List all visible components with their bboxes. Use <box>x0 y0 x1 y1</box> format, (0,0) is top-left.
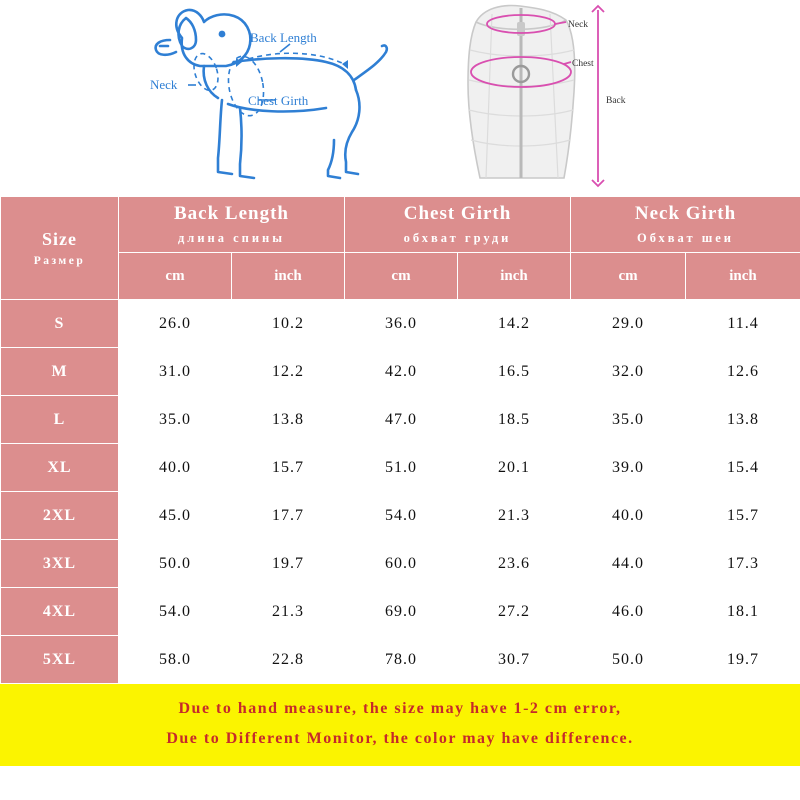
unit-neck-girth-cm: cm <box>571 253 686 300</box>
coat-label-neck: Neck <box>568 20 589 30</box>
cell-neck-girth-cm: 39.0 <box>571 444 686 492</box>
header-neck-girth-main: Neck Girth <box>634 203 737 224</box>
row-size-label: M <box>1 348 119 396</box>
cell-neck-girth-cm: 32.0 <box>571 348 686 396</box>
cell-chest-girth-inch: 20.1 <box>458 444 571 492</box>
cell-chest-girth-cm: 54.0 <box>345 492 458 540</box>
table-row <box>1 348 800 396</box>
disclaimer-line-2: Due to Different Monitor, the color may have difference. <box>166 730 634 747</box>
row-size-label: 4XL <box>1 588 119 636</box>
coat-label-chest: Chest <box>572 59 594 69</box>
unit-chest-girth-cm: cm <box>345 253 458 300</box>
row-size-label: L <box>1 396 119 444</box>
disclaimer-line-1: Due to hand measure, the size may have 1-2 cm error, <box>178 700 622 717</box>
header-neck-girth-sub: Обхват шеи <box>637 231 735 245</box>
unit-chest-girth-inch: inch <box>458 253 571 300</box>
cell-chest-girth-inch: 21.3 <box>458 492 571 540</box>
cell-back-length-cm: 40.0 <box>119 444 232 492</box>
header-chest-girth-main: Chest Girth <box>403 203 512 224</box>
row-size-label: XL <box>1 444 119 492</box>
cell-back-length-inch: 21.3 <box>232 588 345 636</box>
cell-back-length-cm: 50.0 <box>119 540 232 588</box>
size-table <box>0 196 800 684</box>
cell-neck-girth-cm: 40.0 <box>571 492 686 540</box>
table-row <box>1 444 800 492</box>
cell-back-length-inch: 19.7 <box>232 540 345 588</box>
disclaimer-note <box>0 684 800 766</box>
dog-measurement-diagram <box>130 0 400 196</box>
cell-neck-girth-cm: 35.0 <box>571 396 686 444</box>
cell-neck-girth-cm: 50.0 <box>571 636 686 684</box>
table-header-row-units <box>1 253 800 300</box>
coat-label-back: Back <box>606 96 626 106</box>
cell-neck-girth-inch: 19.7 <box>686 636 800 684</box>
row-size-label: S <box>1 300 119 348</box>
row-size-label: 3XL <box>1 540 119 588</box>
row-size-label: 5XL <box>1 636 119 684</box>
cell-chest-girth-inch: 23.6 <box>458 540 571 588</box>
cell-back-length-inch: 13.8 <box>232 396 345 444</box>
cell-back-length-inch: 17.7 <box>232 492 345 540</box>
table-row <box>1 300 800 348</box>
table-body <box>1 300 800 684</box>
coat-illustration-svg <box>440 0 640 196</box>
header-back-length-sub: длина спины <box>177 231 286 245</box>
dog-label-chest-girth: Chest Girth <box>248 93 309 108</box>
header-chest-girth-sub: обхват груди <box>403 231 512 245</box>
cell-neck-girth-cm: 44.0 <box>571 540 686 588</box>
cell-neck-girth-inch: 15.4 <box>686 444 800 492</box>
cell-chest-girth-inch: 16.5 <box>458 348 571 396</box>
cell-neck-girth-inch: 15.7 <box>686 492 800 540</box>
cell-neck-girth-inch: 13.8 <box>686 396 800 444</box>
cell-back-length-cm: 26.0 <box>119 300 232 348</box>
row-size-label: 2XL <box>1 492 119 540</box>
header-chest-girth <box>345 197 571 253</box>
cell-neck-girth-cm: 46.0 <box>571 588 686 636</box>
cell-neck-girth-inch: 11.4 <box>686 300 800 348</box>
header-neck-girth <box>571 197 800 253</box>
unit-back-length-cm: cm <box>119 253 232 300</box>
table-row <box>1 636 800 684</box>
cell-back-length-inch: 12.2 <box>232 348 345 396</box>
cell-back-length-inch: 10.2 <box>232 300 345 348</box>
cell-chest-girth-cm: 51.0 <box>345 444 458 492</box>
dog-illustration-svg <box>130 0 400 196</box>
unit-back-length-inch: inch <box>232 253 345 300</box>
table-row <box>1 540 800 588</box>
size-table-container <box>0 196 800 766</box>
cell-back-length-cm: 58.0 <box>119 636 232 684</box>
table-row <box>1 492 800 540</box>
cell-chest-girth-inch: 30.7 <box>458 636 571 684</box>
cell-chest-girth-inch: 14.2 <box>458 300 571 348</box>
header-back-length-main: Back Length <box>174 203 289 224</box>
header-size-sub: Размер <box>33 255 86 267</box>
cell-back-length-inch: 22.8 <box>232 636 345 684</box>
dog-label-neck: Neck <box>150 77 178 92</box>
dog-label-back-length: Back Length <box>250 30 317 45</box>
cell-chest-girth-inch: 18.5 <box>458 396 571 444</box>
header-size <box>1 197 119 300</box>
diagram-area <box>0 0 800 196</box>
cell-chest-girth-inch: 27.2 <box>458 588 571 636</box>
cell-chest-girth-cm: 42.0 <box>345 348 458 396</box>
header-back-length <box>119 197 345 253</box>
cell-neck-girth-inch: 18.1 <box>686 588 800 636</box>
cell-back-length-cm: 45.0 <box>119 492 232 540</box>
cell-chest-girth-cm: 36.0 <box>345 300 458 348</box>
header-size-main: Size <box>42 229 77 249</box>
cell-chest-girth-cm: 60.0 <box>345 540 458 588</box>
cell-back-length-cm: 54.0 <box>119 588 232 636</box>
cell-chest-girth-cm: 78.0 <box>345 636 458 684</box>
coat-measurement-diagram <box>440 0 640 196</box>
cell-back-length-inch: 15.7 <box>232 444 345 492</box>
cell-chest-girth-cm: 47.0 <box>345 396 458 444</box>
cell-neck-girth-cm: 29.0 <box>571 300 686 348</box>
cell-back-length-cm: 35.0 <box>119 396 232 444</box>
cell-neck-girth-inch: 17.3 <box>686 540 800 588</box>
table-header-row-main <box>1 197 800 253</box>
cell-chest-girth-cm: 69.0 <box>345 588 458 636</box>
cell-neck-girth-inch: 12.6 <box>686 348 800 396</box>
table-row <box>1 588 800 636</box>
table-row <box>1 396 800 444</box>
unit-neck-girth-inch: inch <box>686 253 800 300</box>
cell-back-length-cm: 31.0 <box>119 348 232 396</box>
